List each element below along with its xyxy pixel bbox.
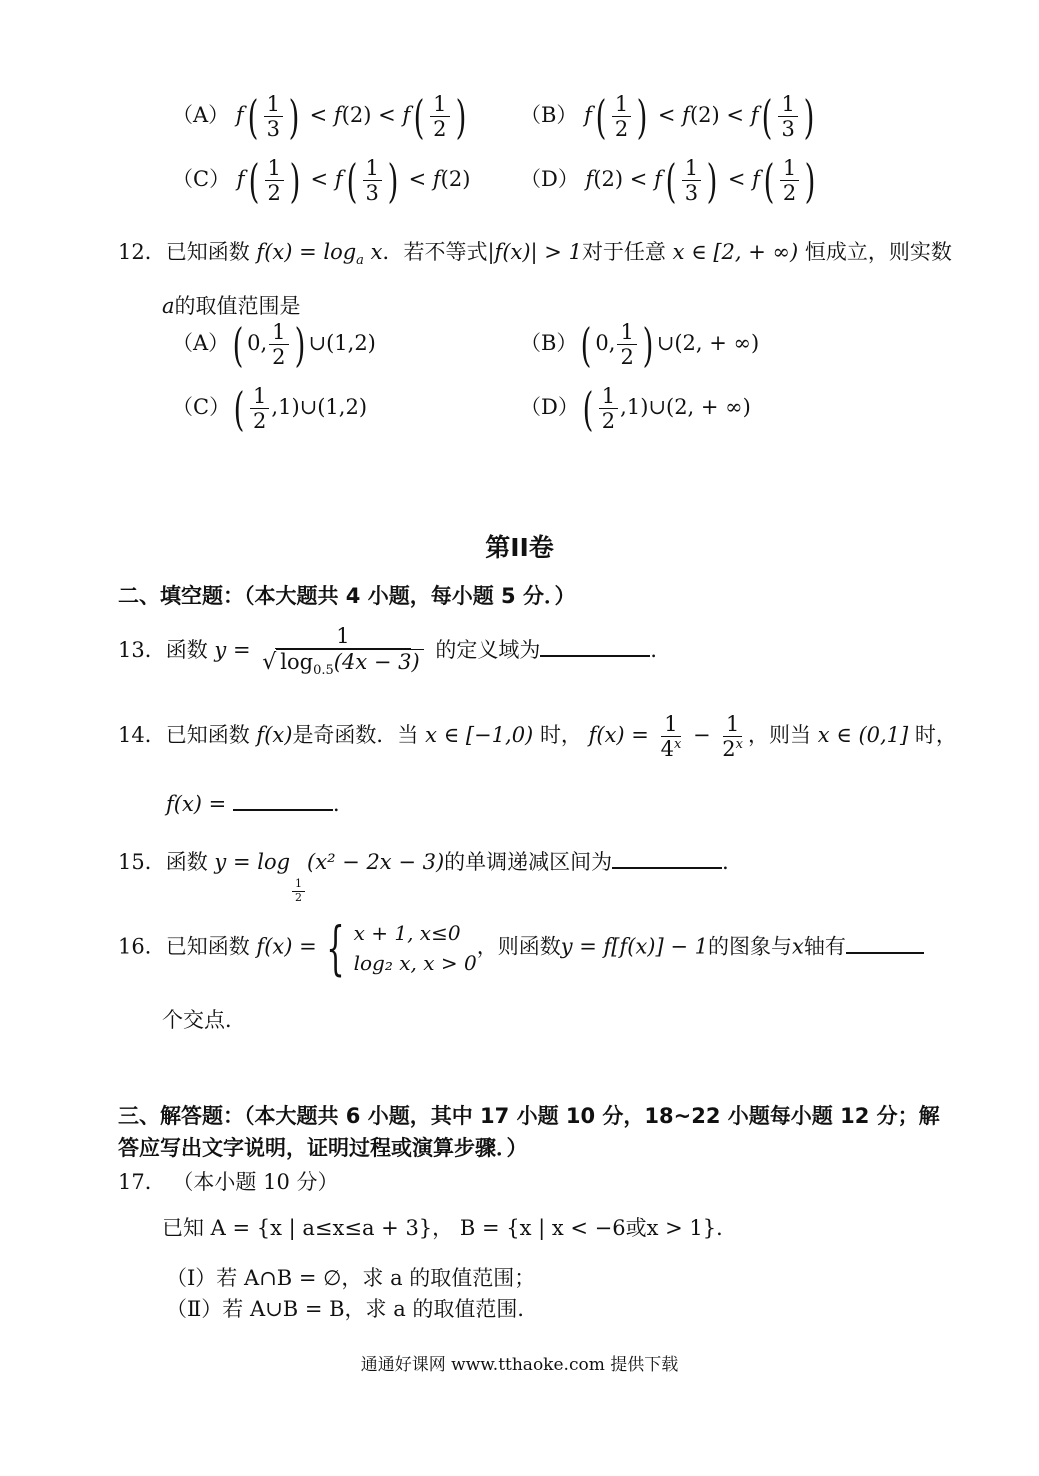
answer-blank[interactable]: [846, 952, 924, 954]
q14: 14．已知函数 f(x)是奇函数．当 x ∈ [−1,0) 时， f(x) = $\frac{1}{4^x}$ − $\frac{1}{2^x}$ ，则当 x ∈ (0,1] 时，: [118, 712, 957, 762]
q17-given: 已知 A = {x | a≤x≤a + 3}， B = {x | x < −6或x > 1}．: [162, 1216, 738, 1240]
answer-blank[interactable]: [612, 867, 722, 869]
q12-option-a: （A）( 0, $\frac{1}{2}$ ) ∪(1,2): [172, 317, 376, 372]
q14-line2: f(x) = ．: [166, 792, 354, 816]
q12-stem-line2: a的取值范围是: [162, 294, 301, 318]
part2-heading: 第II卷: [485, 533, 554, 562]
fraction: $\frac{1}{2}$: [430, 92, 449, 141]
fraction: $\frac{1}{2}$: [265, 156, 284, 205]
q15: 15．函数 y = log $\frac{1}{2}$ (x² − 2x − 3)的单调递减区间为 ．: [118, 850, 744, 904]
q11-option-a: （A） f( $\frac{1}{3}$ ) < f(2) < f( $\frac{1}{2}$ ): [172, 89, 466, 144]
fraction: $\frac{1}{2}$: [612, 92, 631, 141]
q12-option-d: （D）( $\frac{1}{2}$ ,1)∪(2, + ∞): [520, 381, 751, 436]
q12-option-b: （B）( 0, $\frac{1}{2}$ ) ∪(2, + ∞): [520, 317, 760, 372]
answer-blank[interactable]: [540, 655, 650, 657]
q11-option-d: （D） f(2) < f( $\frac{1}{3}$ ) < f( $\frac{1}{2}$ ): [520, 153, 816, 208]
fraction: $\frac{1}{3}$: [363, 156, 382, 205]
fraction: $\frac{1}{2}$: [780, 156, 799, 205]
fraction: $\frac{1}{3}$: [682, 156, 701, 205]
q17-header: 17． （本小题 10 分）: [118, 1170, 339, 1194]
q12-option-c: （C）( $\frac{1}{2}$ ,1)∪(1,2): [172, 381, 368, 436]
section3-heading-line2: 答应写出文字说明，证明过程或演算步骤．）: [118, 1136, 528, 1160]
section2-heading: 二、填空题：（本大题共 4 小题，每小题 5 分．）: [118, 584, 576, 608]
q16-line2: 个交点．: [162, 1008, 246, 1032]
q13: 13．函数 y = $\frac{1}{√ \log_{0.5}(4x - 3)}$ 的定义域为 ．: [118, 624, 672, 679]
q17-part2: （Ⅱ）若 A∪B = B，求 a 的取值范围．: [166, 1297, 539, 1321]
answer-blank[interactable]: [233, 809, 333, 811]
q17-part1: （Ⅰ）若 A∩B = ∅，求 a 的取值范围；: [166, 1266, 536, 1290]
f-symbol: f: [235, 103, 244, 128]
footer: 通通好课网 www.tthaoke.com 提供下载: [360, 1355, 679, 1375]
fraction: $\frac{1}{3}$: [778, 92, 797, 141]
q11-option-b: （B） f( $\frac{1}{2}$ ) < f(2) < f( $\frac{1}{3}$ ): [520, 89, 815, 144]
section3-heading-line1: 三、解答题：（本大题共 6 小题，其中 17 小题 10 分，18~22 小题每小题 12 分；解: [118, 1104, 940, 1128]
fraction: $\frac{1}{3}$: [264, 92, 283, 141]
q12-stem: 12．已知函数 $f(x) = \log_a x$．若不等式|f(x)| > 1对于任意 x ∈ [2, + ∞) 恒成立，则实数: [118, 240, 952, 269]
q11-option-c: （C） f( $\frac{1}{2}$ ) < f( $\frac{1}{3}$ ) < f(2): [172, 153, 471, 208]
q16: 16．已知函数 f(x) = { x + 1, x≤0 log₂ x, x > 0 ，则函数y = f[f(x)] − 1的图象与x轴有: [118, 918, 924, 978]
piecewise-cases: x + 1, x≤0 log₂ x, x > 0: [353, 921, 477, 975]
q13-fraction: $\frac{1}{√ \log_{0.5}(4x - 3)}$: [259, 624, 426, 679]
